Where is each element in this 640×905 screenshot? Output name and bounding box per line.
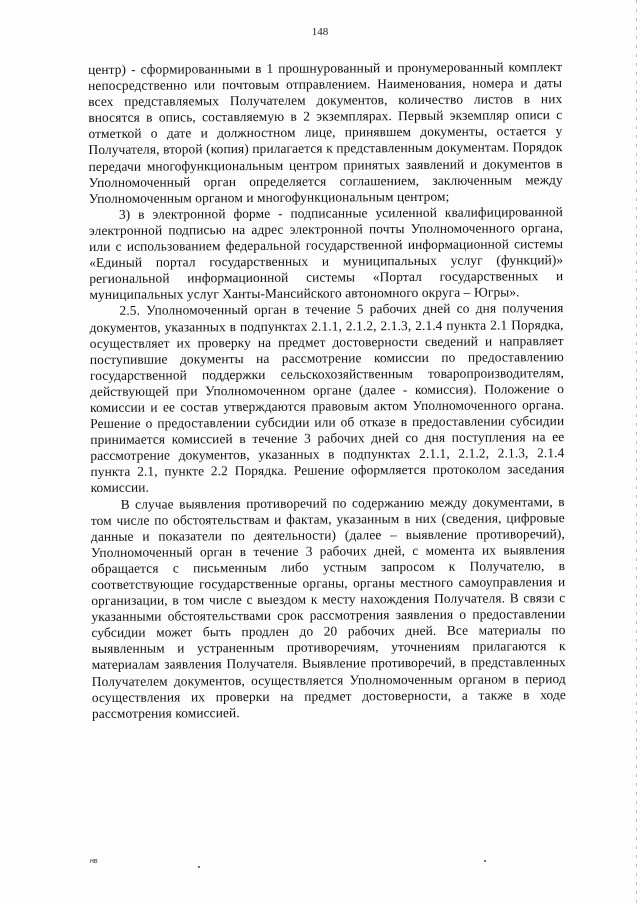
scan-speck — [198, 866, 200, 868]
scan-speck — [484, 860, 486, 862]
page-number: 148 — [311, 26, 329, 38]
paragraph-contradictions: В случае выявления противоречий по содержанию между документами, в том числе по обстоятельствам и фактам, указанным в них (сведения, цифровые данные и показатели по деятельности) (далее – выявление противоречий), Уполномоченный орган в течение 3 рабочих дней, с момента их выявления обращается с письменным либо устным запросом к Получателю, в соответствующие государственные органы, органы местного самоуправления и организации, в том числе с выездом к месту нахождения Получателя. В связи с указанными обстоятельствами срок рассмотрения заявления о предоставлении субсидии может быть продлен до 20 рабочих дней. Все материалы по выявленным и устраненным противоречиям, уточнениям прилагаются к материалам заявления Получателя. Выявление противоречий, в представленных Получателем документов, осуществляется Уполномоченным органом в период осуществления их проверки на предмет достоверности, а также в ходе рассмотрения комиссией. — [90, 493, 566, 721]
paragraph-continuation: центр) - сформированными в 1 прошнурованный и пронумерованный комплект непосредственно или почтовым отправлением. Наименования, номера и даты всех представляемых Получателем документов, количество листов в них вносятся в опись, составляемую в 2 экземплярах. Первый экземпляр описи с отметкой о дате и должностном лице, принявшем документы, остается у Получателя, второй (копия) прилагается к представленным документам. Порядок передачи многофункциональным центром принятых заявлений и документов в Уполномоченный орган определяется соглашением, заключенным между Уполномоченным органом и многофункциональным центром; — [88, 59, 563, 206]
paragraph-2-5: 2.5. Уполномоченный орган в течение 5 рабочих дней со дня получения документов, указанных в подпунктах 2.1.1, 2.1.2, 2.1.3, 2.1.4 пункта 2.1 Порядка, осуществляет их проверку на предмет достоверности сведений и направляет поступившие документы на рассмотрение комиссии по предоставлению государственной поддержки сельскохозяйственным товаропроизводителям, действующей при Уполномоченном органе (далее - комиссия). Положение о комиссии и ее состав утверждаются правовым актом Уполномоченного органа. Решение о предоставлении субсидии или об отказе в предоставлении субсидии принимается комиссией в течение 3 рабочих дней со дня поступления на ее рассмотрение документов, указанных в подпунктах 2.1.1, 2.1.2, 2.1.3, 2.1.4 пункта 2.1, пункте 2.2 Порядка. Решение оформляется протоколом заседания комиссии. — [89, 300, 565, 496]
scan-edge-line — [636, 0, 637, 905]
body-text — [88, 59, 566, 722]
footer-code: нв — [90, 858, 98, 865]
paragraph-electronic-form: 3) в электронной форме - подписанные усиленной квалифицированной электронной подписью на адрес электронной почты Уполномоченного органа, или с использованием федеральной государственной информационной системы «Единый портал государственных и муниципальных услуг (функций)» региональной информационной системы «Портал государственных и муниципальных услуг Ханты-Мансийского автономного округа – Югры». — [88, 203, 564, 303]
